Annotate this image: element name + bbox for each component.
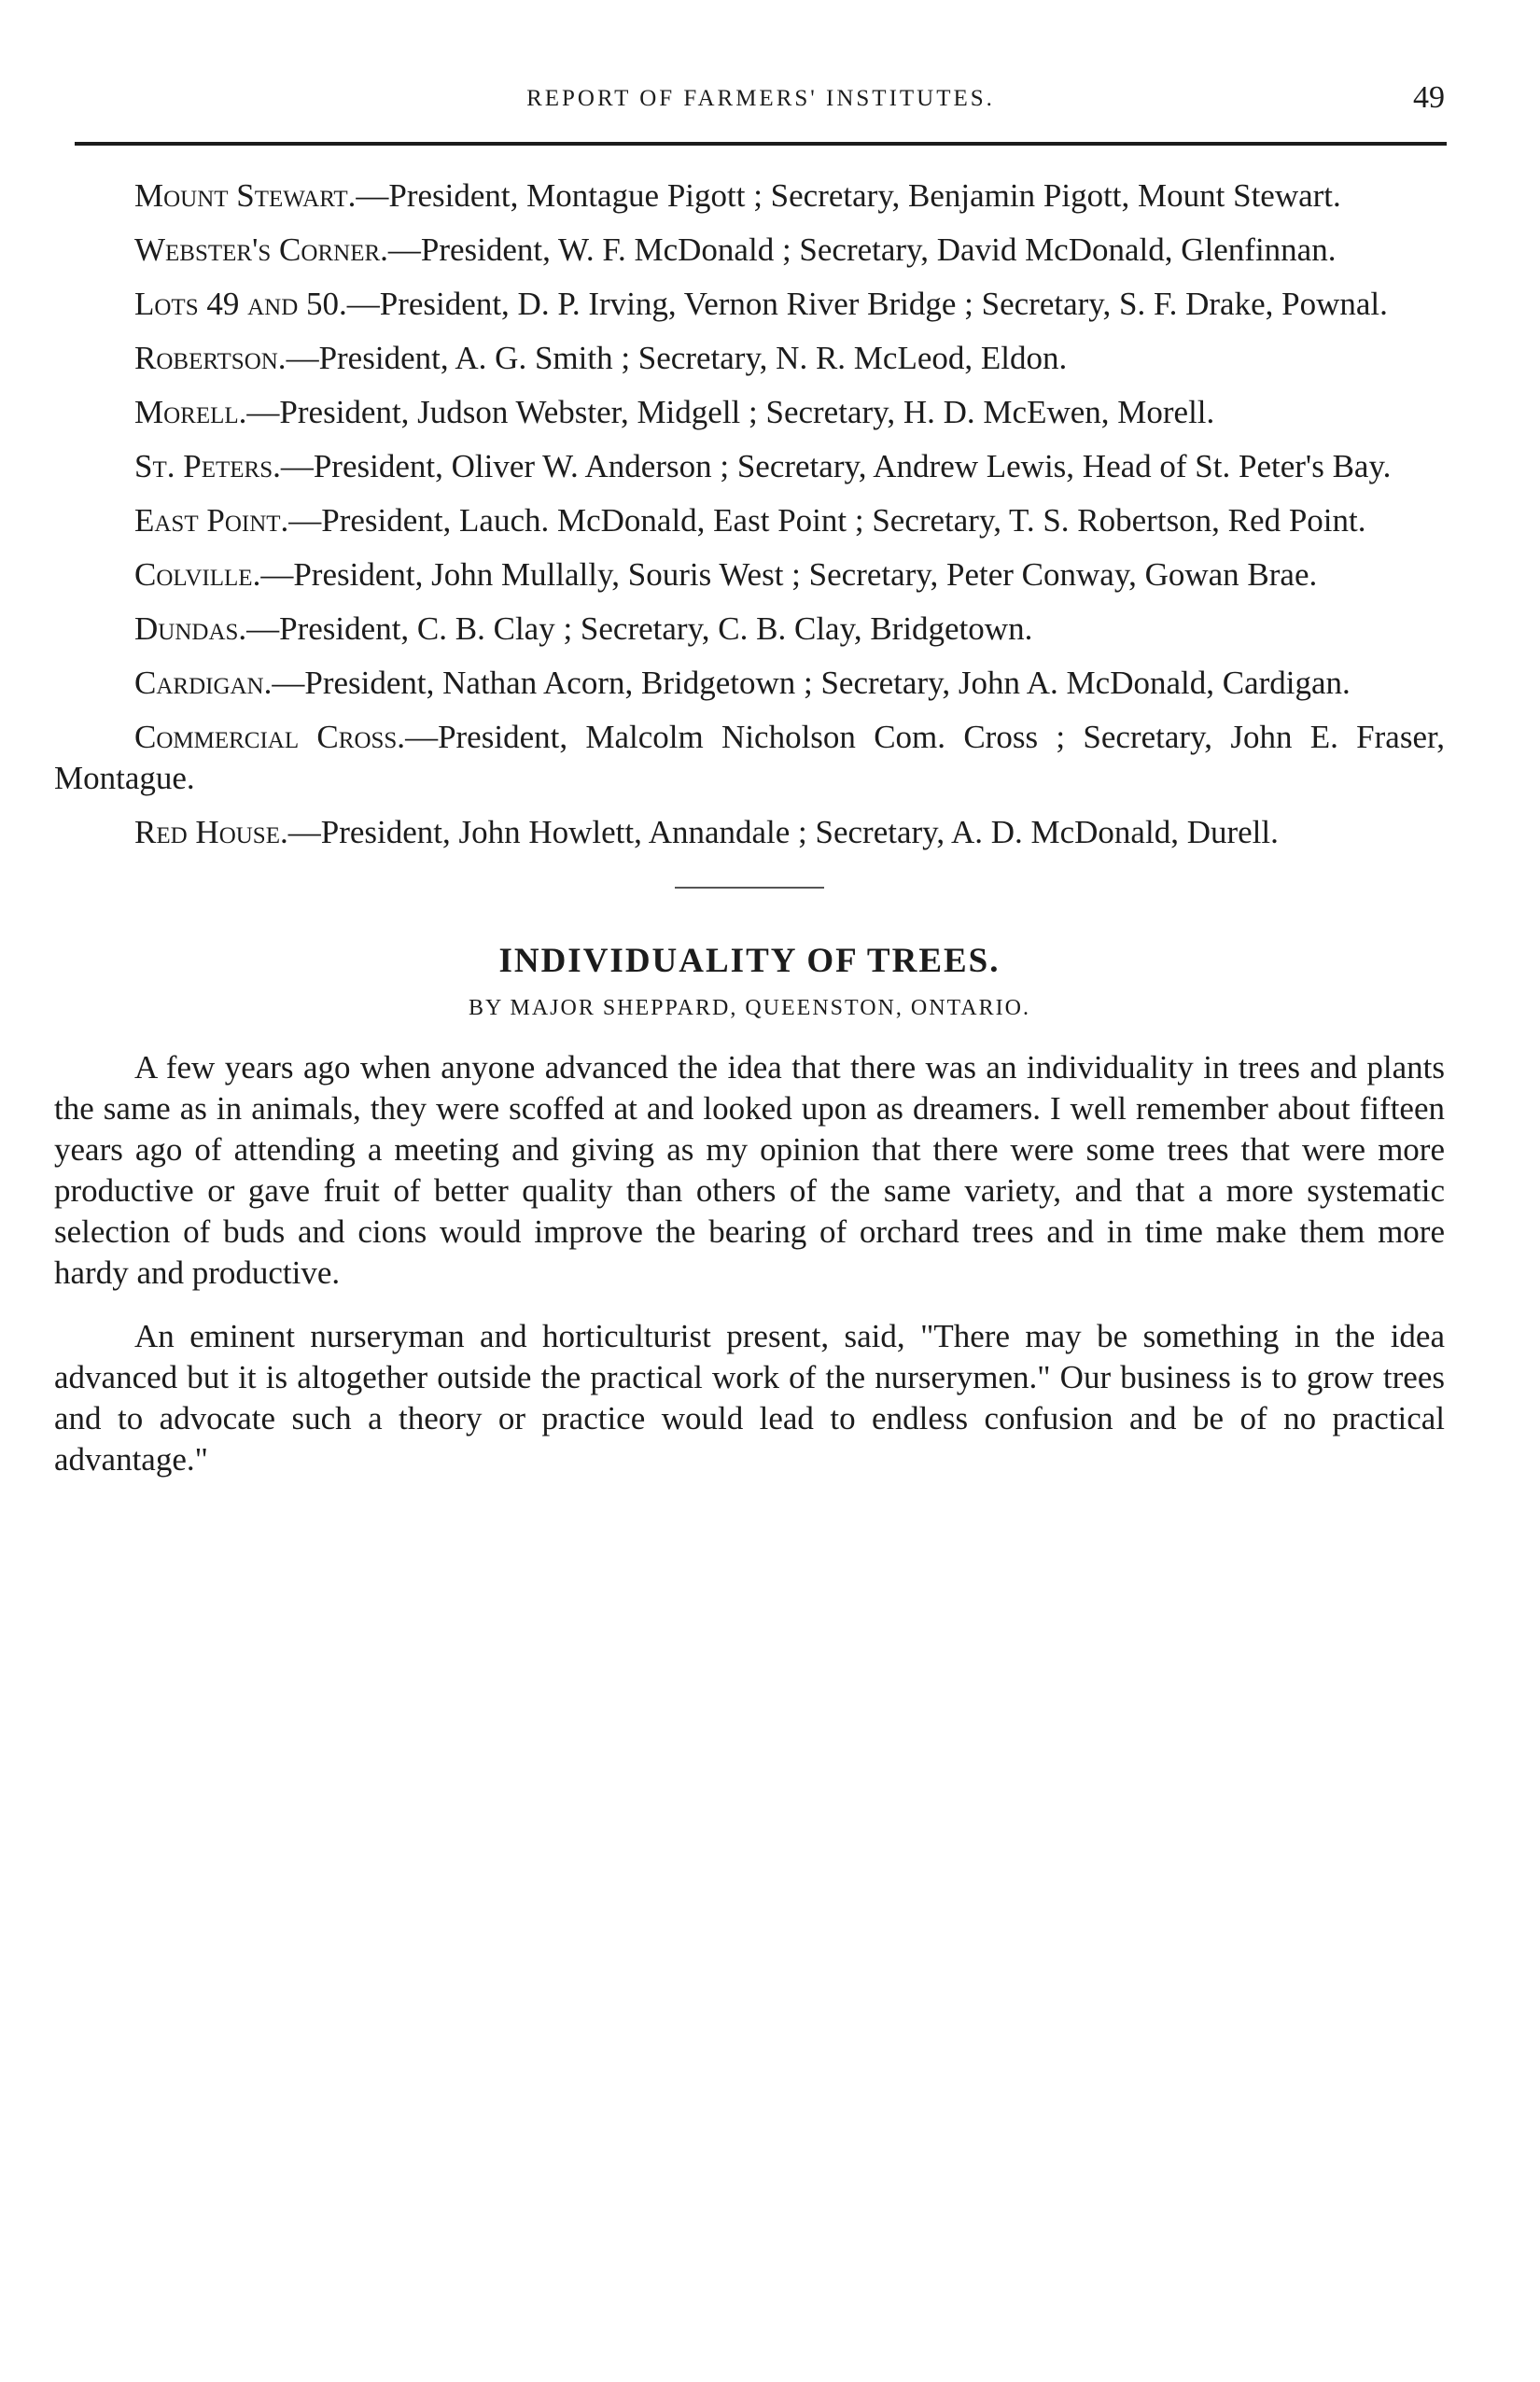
institute-officers: —President, John Mullally, Souris West ; Secretary, Peter Conway, Gowan Brae.	[260, 556, 1318, 593]
institute-entry-commercial-cross	[54, 717, 1445, 799]
article-title: INDIVIDUALITY OF TREES.	[498, 942, 1001, 980]
institute-officers: —President, D. P. Irving, Vernon River Bridge ; Secretary, S. F. Drake, Pownal.	[346, 286, 1388, 322]
institute-entry-lots-49-50	[54, 284, 1445, 325]
institute-name: Commercial Cross.	[134, 719, 406, 755]
institute-entry-mount-stewart	[54, 175, 1445, 217]
header-rule	[75, 142, 1447, 146]
institute-entry-colville	[54, 554, 1445, 596]
institute-entry-websters-corner	[54, 230, 1445, 271]
article	[54, 941, 1445, 1480]
institute-name: Dundas.	[134, 610, 247, 647]
institute-name: Cardigan.	[134, 665, 273, 701]
article-paragraph: A few years ago when anyone advanced the idea that there was an individuality in trees and plants the same as in animals, they were scoffed at and looked upon as dreamers. I well remember about fifteen years ago of attending a meeting and giving as my opinion that there were some trees that were more productive or gave fruit of better quality than others of the same variety, and that a more systematic selection of buds and cions would improve the bearing of orchard trees and in time make them more hardy and productive.	[54, 1049, 1445, 1291]
institute-officers: —President, A. G. Smith ; Secretary, N. R. McLeod, Eldon.	[286, 340, 1068, 376]
institute-name: Red House.	[134, 814, 288, 850]
institute-officers: —President, Montague Pigott ; Secretary, Benjamin Pigott, Mount Stewart.	[356, 177, 1341, 214]
institute-name: East Point.	[134, 502, 289, 539]
institute-entry-red-house	[54, 812, 1445, 853]
institute-officers: —President, C. B. Clay ; Secretary, C. B. Clay, Bridgetown.	[246, 610, 1033, 647]
page-number: 49	[1413, 80, 1445, 115]
institute-name: Webster's Corner.	[134, 231, 388, 268]
page-header	[75, 78, 1447, 125]
institute-name: Robertson.	[134, 340, 287, 376]
institute-officers: —President, John Howlett, Annandale ; Secretary, A. D. McDonald, Durell.	[287, 814, 1279, 850]
institute-name: Colville.	[134, 556, 261, 593]
running-head: REPORT OF FARMERS' INSTITUTES.	[526, 86, 995, 111]
institute-entry-st-peters	[54, 446, 1445, 487]
institute-officers: —President, Judson Webster, Midgell ; Secretary, H. D. McEwen, Morell.	[246, 394, 1215, 430]
institute-officers: —President, Oliver W. Anderson ; Secretary, Andrew Lewis, Head of St. Peter's Bay.	[280, 448, 1392, 484]
institute-entry-morell	[54, 392, 1445, 433]
institute-entry-dundas	[54, 609, 1445, 650]
institute-officers: —President, Malcolm Nicholson Com. Cross ; Secretary, John E. Fraser, Montague.	[54, 719, 1445, 796]
institute-entry-cardigan	[54, 663, 1445, 704]
institute-officers: —President, Nathan Acorn, Bridgetown ; Secretary, John A. McDonald, Cardigan.	[272, 665, 1351, 701]
institute-entry-robertson	[54, 338, 1445, 379]
institute-list	[54, 175, 1445, 853]
institute-officers: —President, Lauch. McDonald, East Point ; Secretary, T. S. Robertson, Red Point.	[288, 502, 1366, 539]
institute-entry-east-point	[54, 500, 1445, 541]
page-content	[54, 175, 1445, 1503]
institute-officers: —President, W. F. McDonald ; Secretary, David McDonald, Glenfinnan.	[387, 231, 1337, 268]
article-paragraph: An eminent nurseryman and horticulturist present, said, "There may be something in the idea advanced but it is altogether outside the practical work of the nurserymen." Our business is to grow trees and to advocate such a theory or practice would lead to endless confusion and be of no practical advantage."	[54, 1318, 1445, 1478]
institute-name: St. Peters.	[134, 448, 281, 484]
article-byline: BY MAJOR SHEPPARD, QUEENSTON, ONTARIO.	[469, 996, 1030, 1020]
section-divider	[675, 887, 824, 889]
institute-name: Morell.	[134, 394, 247, 430]
institute-name: Mount Stewart.	[134, 177, 357, 214]
institute-name: Lots 49 and 50.	[134, 286, 347, 322]
